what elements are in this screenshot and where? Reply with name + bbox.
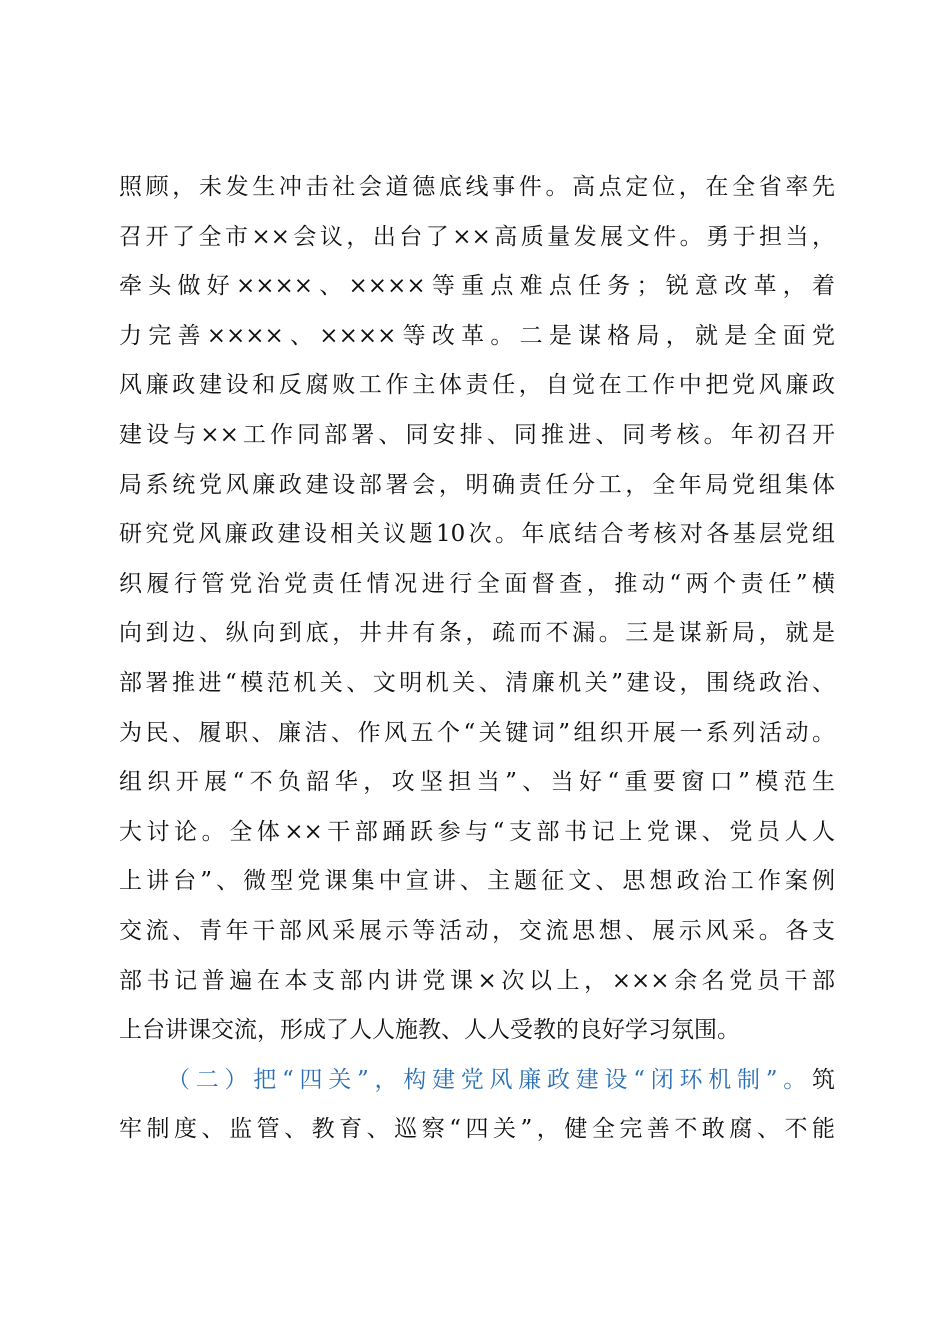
paragraph-line: 织履行管党治党责任情况进行全面督查，推动“两个责任”横 <box>119 570 835 597</box>
section-heading: （二）把“四关”，构建党风廉政建设“闭环机制”。 <box>167 1066 812 1093</box>
paragraph-line: 上台讲课交流，形成了人人施教、人人受教的良好学习氛围。 <box>119 1017 740 1044</box>
paragraph-line: 组织开展“不负韶华，攻坚担当”、当好“重要窗口”模范生 <box>119 769 835 796</box>
paragraph-line: 研究党风廉政建设相关议题10次。年底结合考核对各基层党组 <box>119 521 835 548</box>
paragraph-line: 力完善××××、××××等改革。二是谋格局，就是全面党 <box>119 322 835 349</box>
section-line: 牢制度、监管、教育、巡察“四关”，健全完善不敢腐、不能 <box>119 1116 835 1143</box>
section-heading-tail: 筑 <box>812 1066 835 1093</box>
paragraph-line: 部书记普遍在本支部内讲党课×次以上，×××余名党员干部 <box>119 967 835 994</box>
body-text <box>119 163 835 1155</box>
paragraph-line: 交流、青年干部风采展示等活动，交流思想、展示风采。各支 <box>119 917 835 944</box>
paragraph-line: 为民、履职、廉洁、作风五个“关键词”组织开展一系列活动。 <box>119 719 835 746</box>
paragraph-line: 牵头做好××××、××××等重点难点任务；锐意改革，着 <box>119 273 835 300</box>
paragraph-line: 建设与××工作同部署、同安排、同推进、同考核。年初召开 <box>119 421 835 448</box>
paragraph-line: 风廉政建设和反腐败工作主体责任，自觉在工作中把党风廉政 <box>119 372 835 399</box>
paragraph-line: 上讲台”、微型党课集中宣讲、主题征文、思想政治工作案例 <box>119 868 835 895</box>
section-heading-line <box>119 1056 835 1106</box>
paragraph-line: 部署推进“模范机关、文明机关、清廉机关”建设，围绕政治、 <box>119 669 835 696</box>
paragraph-line: 大讨论。全体××干部踊跃参与“支部书记上党课、党员人人 <box>119 818 835 845</box>
paragraph-line: 照顾，未发生冲击社会道德底线事件。高点定位，在全省率先 <box>119 174 835 200</box>
paragraph-line: 召开了全市××会议，出台了××高质量发展文件。勇于担当， <box>119 223 835 250</box>
paragraph-line: 局系统党风廉政建设部署会，明确责任分工，全年局党组集体 <box>119 471 835 498</box>
paragraph-line: 向到边、纵向到底，井井有条，疏而不漏。三是谋新局，就是 <box>119 620 835 647</box>
